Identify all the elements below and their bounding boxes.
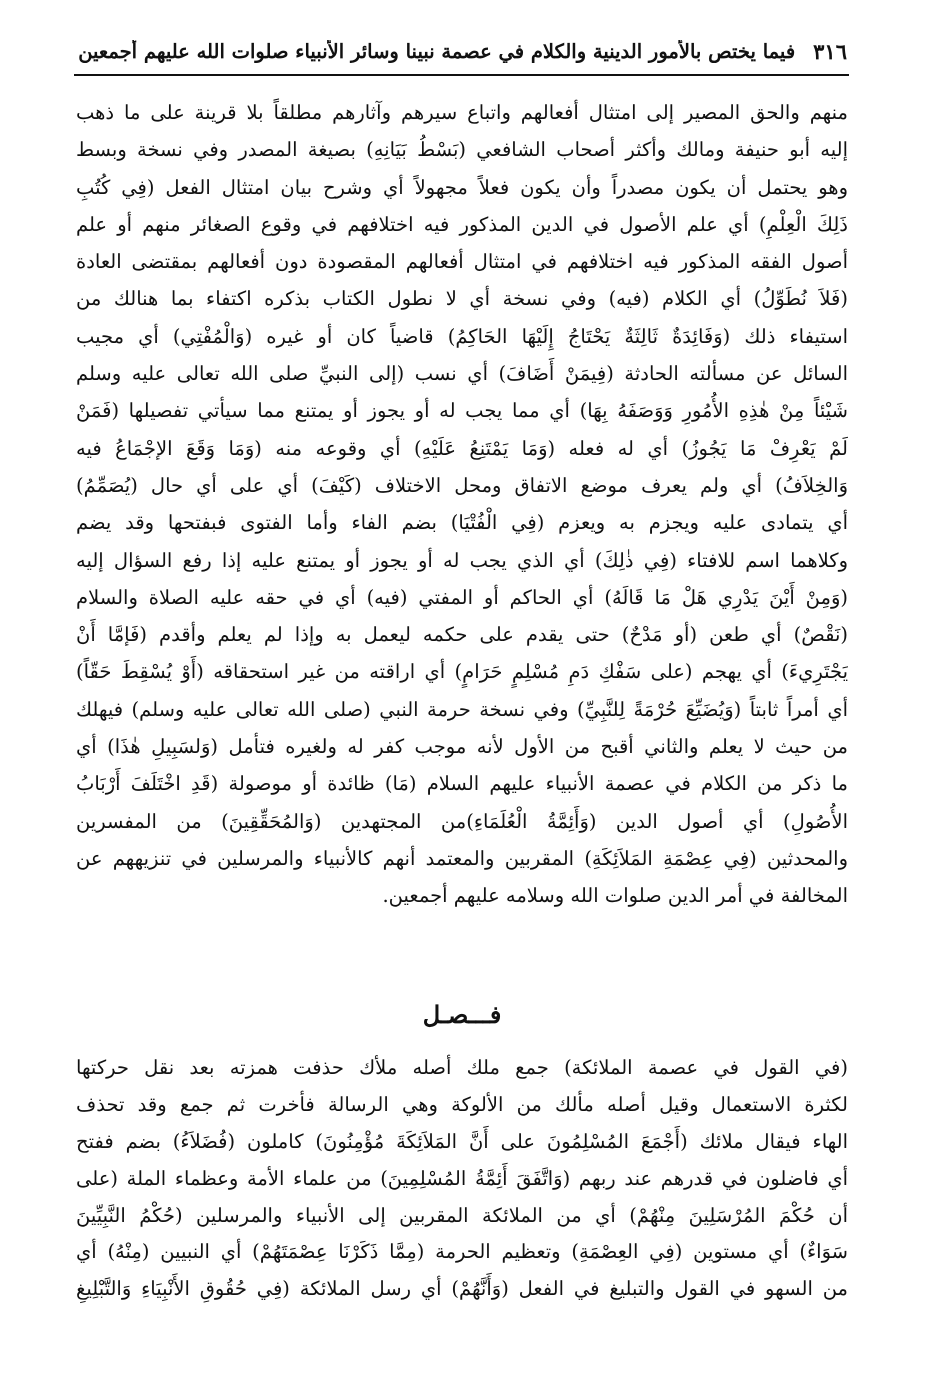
page-header [76, 30, 847, 72]
text-line: أن حُكْمَ المُرْسَلِينَ مِنْهُمْ) أي من الملائكة المقربين إلى الأنبياء والمرسلين (حُكْمُ النَّبِيِّينَ [76, 1203, 848, 1227]
text-line: من حيث لا يعلم والثاني أقبح من الأول لأنه موجب كفر له ولغيره فتأمل (وَلسَبِيلِ هٰذَا) أي [76, 735, 848, 759]
text-line: إليه أبو حنيفة ومالك وأكثر أصحاب الشافعي (بَسْطُ بَيَانِهِ) بصيغة المصدر وفي نسخة وبسط [76, 138, 848, 162]
text-line: لكثرة الاستعمال وقيل أصله مألك من الألوكة وهي الرسالة فأخرت ثم جمع وقد تحذف [76, 1092, 848, 1116]
running-title: فيما يختص بالأمور الدينية والكلام في عصمة نبينا وسائر الأنبياء صلوات الله عليهم أجمعين [78, 39, 796, 63]
text-line: المخالفة في أمر الدين صلوات الله وسلامه عليهم أجمعين. [382, 884, 848, 908]
text-line: السائل عن مسألته الحادثة (فِيمَنْ أَضَافَ) أي نسب (إلى النبيِّ صلى الله تعالى عليه وسلم [76, 362, 848, 386]
text-line: سَوَاءٌ) أي مستوين (فِي العِصْمَةِ) وتعظيم الحرمة (مِمَّا ذَكَرْنَا عِصْمَتَهُمْ) أي النبيين (مِنْهُ) أي [76, 1240, 848, 1264]
text-line: ما ذكر من الكلام في عصمة الأنبياء عليهم السلام (مَا) ظائدة أو موصولة (قَدِ اخْتَلَفَ أَرْبَابُ [76, 772, 848, 796]
text-line: وهو يحتمل أن يكون مصدراً وأن يكون فعلاً مجهولاً أي وشرح بيان امتثال الفعل (فِي كُتُبِ [76, 175, 848, 199]
text-line: الهاء فيقال ملائك (أَجْمَعَ المُسْلِمُونَ على أَنَّ المَلاَئِكَةَ مُؤْمِنُونَ) كاملون (فُضَلاَءُ) بضم ففتح [76, 1129, 848, 1153]
section-heading-text: فـــصـل [422, 1000, 502, 1029]
text-line: من السهو في القول والتبليغ في الفعل (وَأَنَّهُمْ) أي رسل الملائكة (فِي حُقُوقِ الأَنْبِيَاءِ وَالتَّبْلِيغِ [76, 1277, 848, 1301]
text-line: (في القول في عصمة الملائكة) جمع ملك أصله ملأك حذفت همزته بعد نقل حركتها [76, 1056, 848, 1079]
text-line: (نَقْصٌ) أي طعن (أو مَدْحٌ) حتى يقدم على حكمه ليعمل به وإذا لم يعلم وأقدم (فَإمَّا أَنْ [76, 623, 848, 647]
text-line: أصول الفقه المذكور فيه اختلافهم في امتثال أفعالهم المقصودة دون أفعالهم بمقتضى العادة [76, 250, 848, 274]
text-line: والمحدثين (فِي عِصْمَةِ المَلاَئِكَةِ) المقربين والمعتمد أنهم كالأنبياء والمرسلين في تنزيههم عن [76, 846, 848, 870]
text-line: (وَمِنْ أَيْنَ يَدْرِي هَلْ مَا قَالَهُ) أي الحاكم أو المفتي (فيه) أي في حقه عليه الصلاة والسلام [76, 585, 848, 609]
text-line: منهم والحق المصير إلى امتثال أفعالهم واتباع سيرهم وآثارهم مطلقاً بلا قرينة على ما ذهب [76, 101, 848, 124]
section-heading [76, 995, 848, 1035]
commentary-block-2 [76, 1050, 848, 1308]
header-rule [74, 74, 849, 76]
text-line: أي أمراً ثابتاً (وَيُضَيِّعَ حُرْمَةً لِلنَّبِيِّ) وفي نسخة حرمة النبي (صلى الله تعالى عليه وسلم) فيهلك [76, 697, 848, 721]
commentary-block-1 [76, 94, 848, 915]
text-line: استيفاء ذلك (وَفَائِدَةٌ ثَالِثَةٌ يَحْتَاجُ إِلَيْهَا الحَاكِمُ) قاضياً كان أو غيره (وَالْمُفْتِي) أي مجيب [76, 324, 848, 348]
text-line: وكلاهما اسم للافتاء (فِي ذٰلِكَ) أي الذي يجب له أو يجوز أو يمتنع عليه إذا رفع السؤال إليه [76, 548, 848, 572]
page-number: ٣١٦ [813, 38, 847, 64]
text-line: أي فاضلون في قدرهم عند ربهم (وَاتَّفَقَ أَئِمَّةُ المُسْلِمِينَ) من علماء الأمة وعظماء الملة (على [76, 1166, 848, 1190]
text-line: شَيْئاً مِنْ هٰذِهِ الأُمُورِ وَوَصَفَهُ بِهَا) أي مما يجب له أو يجوز أو يمتنع مما سيأتي تفصيلها (فَمَنْ [76, 399, 848, 423]
text-line: ذَلِكَ الْعِلْمِ) أي علم الأصول في الدين المذكور فيه اختلافهم في وقوع الصغائر منهم أو علم [76, 212, 848, 236]
text-line: وَالخِلاَفُ) أي ولم يعرف موضع الاتفاق ومحل الاختلاف (كَيْفَ) أي على أي حال (يُصَمِّمُ) [76, 473, 848, 497]
text-line: الأُصُولِ) أي أصول الدين (وَأَئِمَّةُ الْعُلَمَاءِ)من المجتهدين (وَالمُحَقِّقِينَ) من المفسرين [76, 809, 848, 833]
text-line: أي يتمادى عليه ويجزم به ويعزم (فِي الْفُتْيَا) بضم الفاء وأما الفتوى فبفتحها وقد يضم [76, 511, 848, 535]
text-line: (فَلاَ نُطَوِّلُ) أي الكلام (فيه) وفي نسخة أي لا نطول الكتاب بذكره اكتفاء بما هنالك من [76, 287, 848, 311]
text-line: يَجْتَرِيءَ) أي يهجم (على سَفْكِ دَمِ مُسْلِمٍ حَرَامٍ) أي اراقته من غير استحقاقه (أَوْ يُسْقِطَ حَقّاً) [76, 660, 848, 684]
text-line: لَمْ يَعْرِفْ مَا يَجُوزُ) أي له فعله (وَمَا يَمْتَنِعُ عَلَيْهِ) أي وقوعه منه (وَمَا وَقَعَ الإجْمَاعُ فيه [76, 436, 848, 460]
